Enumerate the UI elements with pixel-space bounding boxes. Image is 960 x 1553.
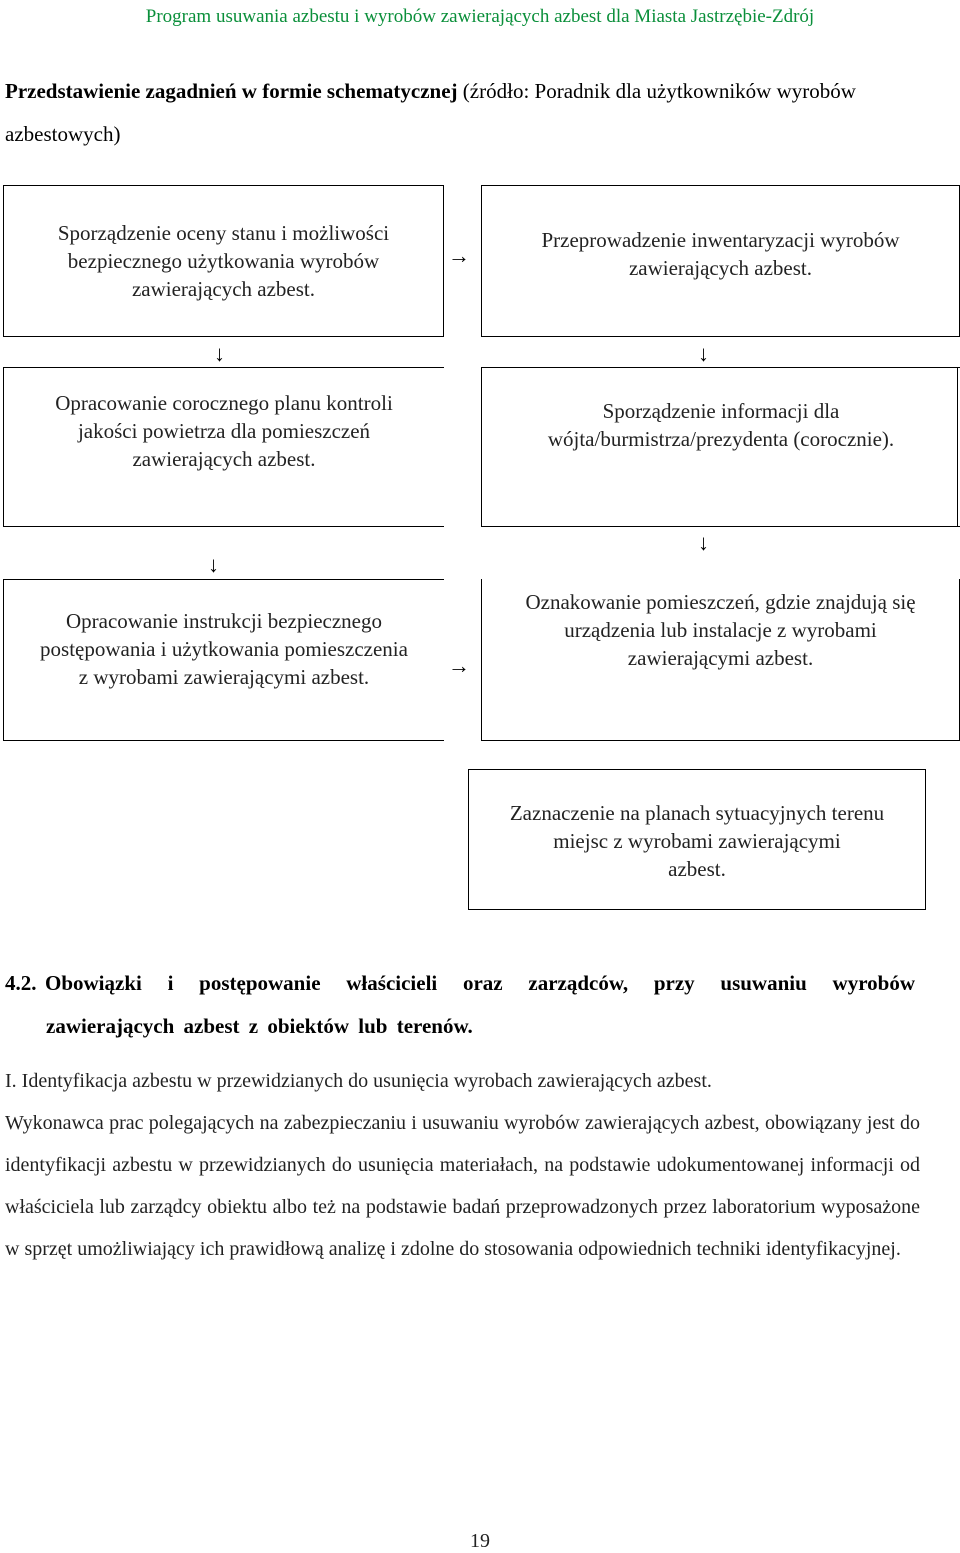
intro-bold: Przedstawienie zagadnień w formie schematycznej bbox=[5, 79, 458, 103]
section-number: 4.2. bbox=[5, 971, 37, 995]
box-safety-instructions bbox=[3, 579, 444, 741]
box-line: postępowania i użytkowania pomieszczenia bbox=[40, 637, 408, 661]
box-line: zawierających azbest. bbox=[132, 447, 316, 471]
diagram-intro bbox=[5, 70, 955, 156]
arrow-down-icon: ↓ bbox=[208, 552, 219, 577]
box-line: bezpiecznego użytkowania wyrobów bbox=[67, 249, 380, 273]
page-header: Program usuwania azbestu i wyrobów zawierających azbest dla Miasta Jastrzębie-Zdrój bbox=[145, 6, 815, 27]
box-line: Sporządzenie oceny stanu i możliwości bbox=[57, 221, 390, 245]
box-line: Przeprowadzenie inwentaryzacji wyrobów bbox=[541, 228, 900, 252]
box-line: zawierających azbest. bbox=[131, 277, 316, 301]
arrow-right-icon: → bbox=[448, 653, 470, 678]
arrow-down-icon: ↓ bbox=[698, 341, 709, 366]
box-site-plans bbox=[468, 769, 926, 910]
box-line: Oznakowanie pomieszczeń, gdzie znajdują się bbox=[525, 589, 916, 614]
box-inventory bbox=[481, 185, 960, 337]
section-heading bbox=[5, 962, 915, 1048]
box-line: miejsc z wyrobami zawierającymi bbox=[553, 828, 841, 853]
box-line: azbest. bbox=[668, 856, 726, 881]
intro-source: (źródło: Poradnik dla użytkowników wyrobów azbestowych) bbox=[5, 79, 856, 146]
box-air-quality-plan bbox=[3, 367, 444, 527]
paragraph-identification: I. Identyfikacja azbestu w przewidzianych do usunięcia wyrobach zawierających azbest. bbox=[5, 1070, 712, 1092]
box-line: wójta/burmistrza/prezydenta (corocznie). bbox=[547, 427, 895, 451]
connector-line bbox=[481, 526, 927, 527]
box-line: urządzenia lub instalacje z wyrobami bbox=[564, 617, 877, 642]
box-line: z wyrobami zawierającymi azbest. bbox=[78, 665, 370, 689]
box-line: jakości powietrza dla pomieszczeń bbox=[77, 419, 371, 443]
box-line: Zaznaczenie na planach sytuacyjnych terenu bbox=[509, 800, 885, 825]
box-line: zawierającymi azbest. bbox=[627, 645, 814, 670]
box-line: Sporządzenie informacji dla bbox=[602, 399, 840, 423]
arrow-right-icon: → bbox=[448, 243, 470, 268]
arrow-down-icon: ↓ bbox=[214, 341, 225, 366]
page-number: 19 bbox=[470, 1530, 490, 1552]
section-title-line2: zawierających azbest z obiektów lub terenów. bbox=[46, 1014, 473, 1038]
box-line: Opracowanie corocznego planu kontroli bbox=[55, 391, 393, 415]
box-room-marking bbox=[481, 579, 960, 741]
box-assessment bbox=[3, 185, 444, 337]
box-edge bbox=[957, 367, 958, 527]
box-line: zawierających azbest. bbox=[628, 256, 813, 280]
arrow-down-icon: ↓ bbox=[698, 530, 709, 555]
paragraph-contractor: Wykonawca prac polegających na zabezpieczaniu i usuwaniu wyrobów zawierających azbest, obowiązany jest do identyfikacji azbestu w przewidzianych do usunięcia materiałach, na podstawie udokumentowanej informacji od właściciela lub zarządcy obiektu albo też na podstawie badań przeprowadzonych przez laboratorium wyposażone w sprzęt umożliwiający ich prawidłową analizę i zdolne do stosowania odpowiednich techniki identyfikacyjnej. bbox=[5, 1112, 920, 1260]
section-title-line1: Obowiązki i postępowanie właścicieli oraz zarządców, przy usuwaniu wyrobów bbox=[45, 971, 915, 995]
box-mayor-information bbox=[481, 367, 960, 527]
box-line: Opracowanie instrukcji bezpiecznego bbox=[65, 609, 382, 633]
